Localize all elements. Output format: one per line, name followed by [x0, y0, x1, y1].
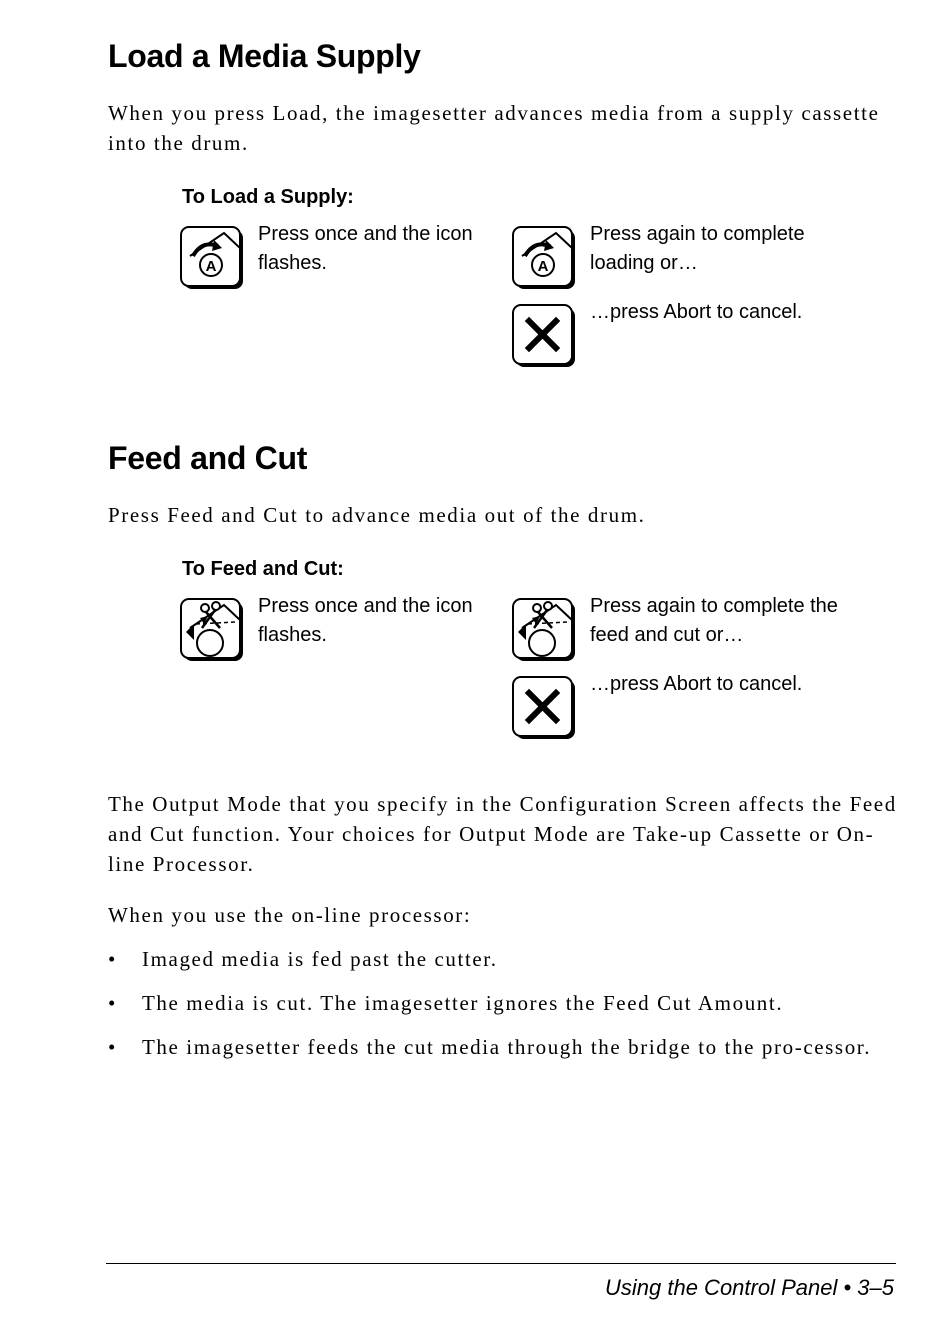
feed-abort-text: …press Abort to cancel.	[590, 673, 803, 695]
load-intro-paragraph: When you press Load, the imagesetter advances media from a supply cassette into the drum.	[108, 101, 880, 155]
load-step-2-text: Press again to complete loading or…	[590, 223, 805, 274]
feed-intro-paragraph: Press Feed and Cut to advance media out of the drum.	[108, 503, 646, 527]
load-step-1-text: Press once and the icon flashes.	[258, 223, 473, 274]
load-section-heading: Load a Media Supply	[108, 38, 421, 74]
feed-and-cut-icon	[180, 598, 246, 664]
footer-divider	[106, 1263, 896, 1264]
list-item-text: Imaged media is fed past the cutter.	[142, 947, 498, 971]
svg-text:A: A	[537, 258, 549, 275]
page-footer: Using the Control Panel • 3–5	[605, 1275, 894, 1300]
abort-x-icon	[512, 304, 578, 370]
bullet-icon: •	[108, 947, 117, 971]
load-abort-text: …press Abort to cancel.	[590, 301, 803, 323]
feed-subheading: To Feed and Cut:	[182, 558, 344, 580]
online-processor-lead: When you use the on-line processor:	[108, 903, 472, 927]
list-item-text: The imagesetter feeds the cut media through the bridge to the pro-cessor.	[142, 1035, 872, 1059]
feed-step-1-text: Press once and the icon flashes.	[258, 595, 473, 646]
abort-x-icon-feed	[512, 676, 578, 742]
feed-section-heading: Feed and Cut	[108, 440, 308, 476]
feed-and-cut-icon-again	[512, 598, 578, 664]
load-subheading: To Load a Supply:	[182, 186, 354, 208]
svg-text:A: A	[205, 258, 217, 275]
bullet-icon: •	[108, 1035, 117, 1059]
bullet-icon: •	[108, 991, 117, 1015]
feed-step-2-text: Press again to complete the feed and cut or…	[590, 595, 838, 646]
load-supply-icon-again	[512, 226, 578, 292]
list-item-text: The media is cut. The imagesetter ignores the Feed Cut Amount.	[142, 991, 784, 1015]
load-supply-icon	[180, 226, 246, 292]
output-mode-paragraph: The Output Mode that you specify in the Configuration Screen affects the Feed and Cut function. Your choices for Output Mode are Take-up Cassette or On-line Processor.	[108, 792, 897, 876]
